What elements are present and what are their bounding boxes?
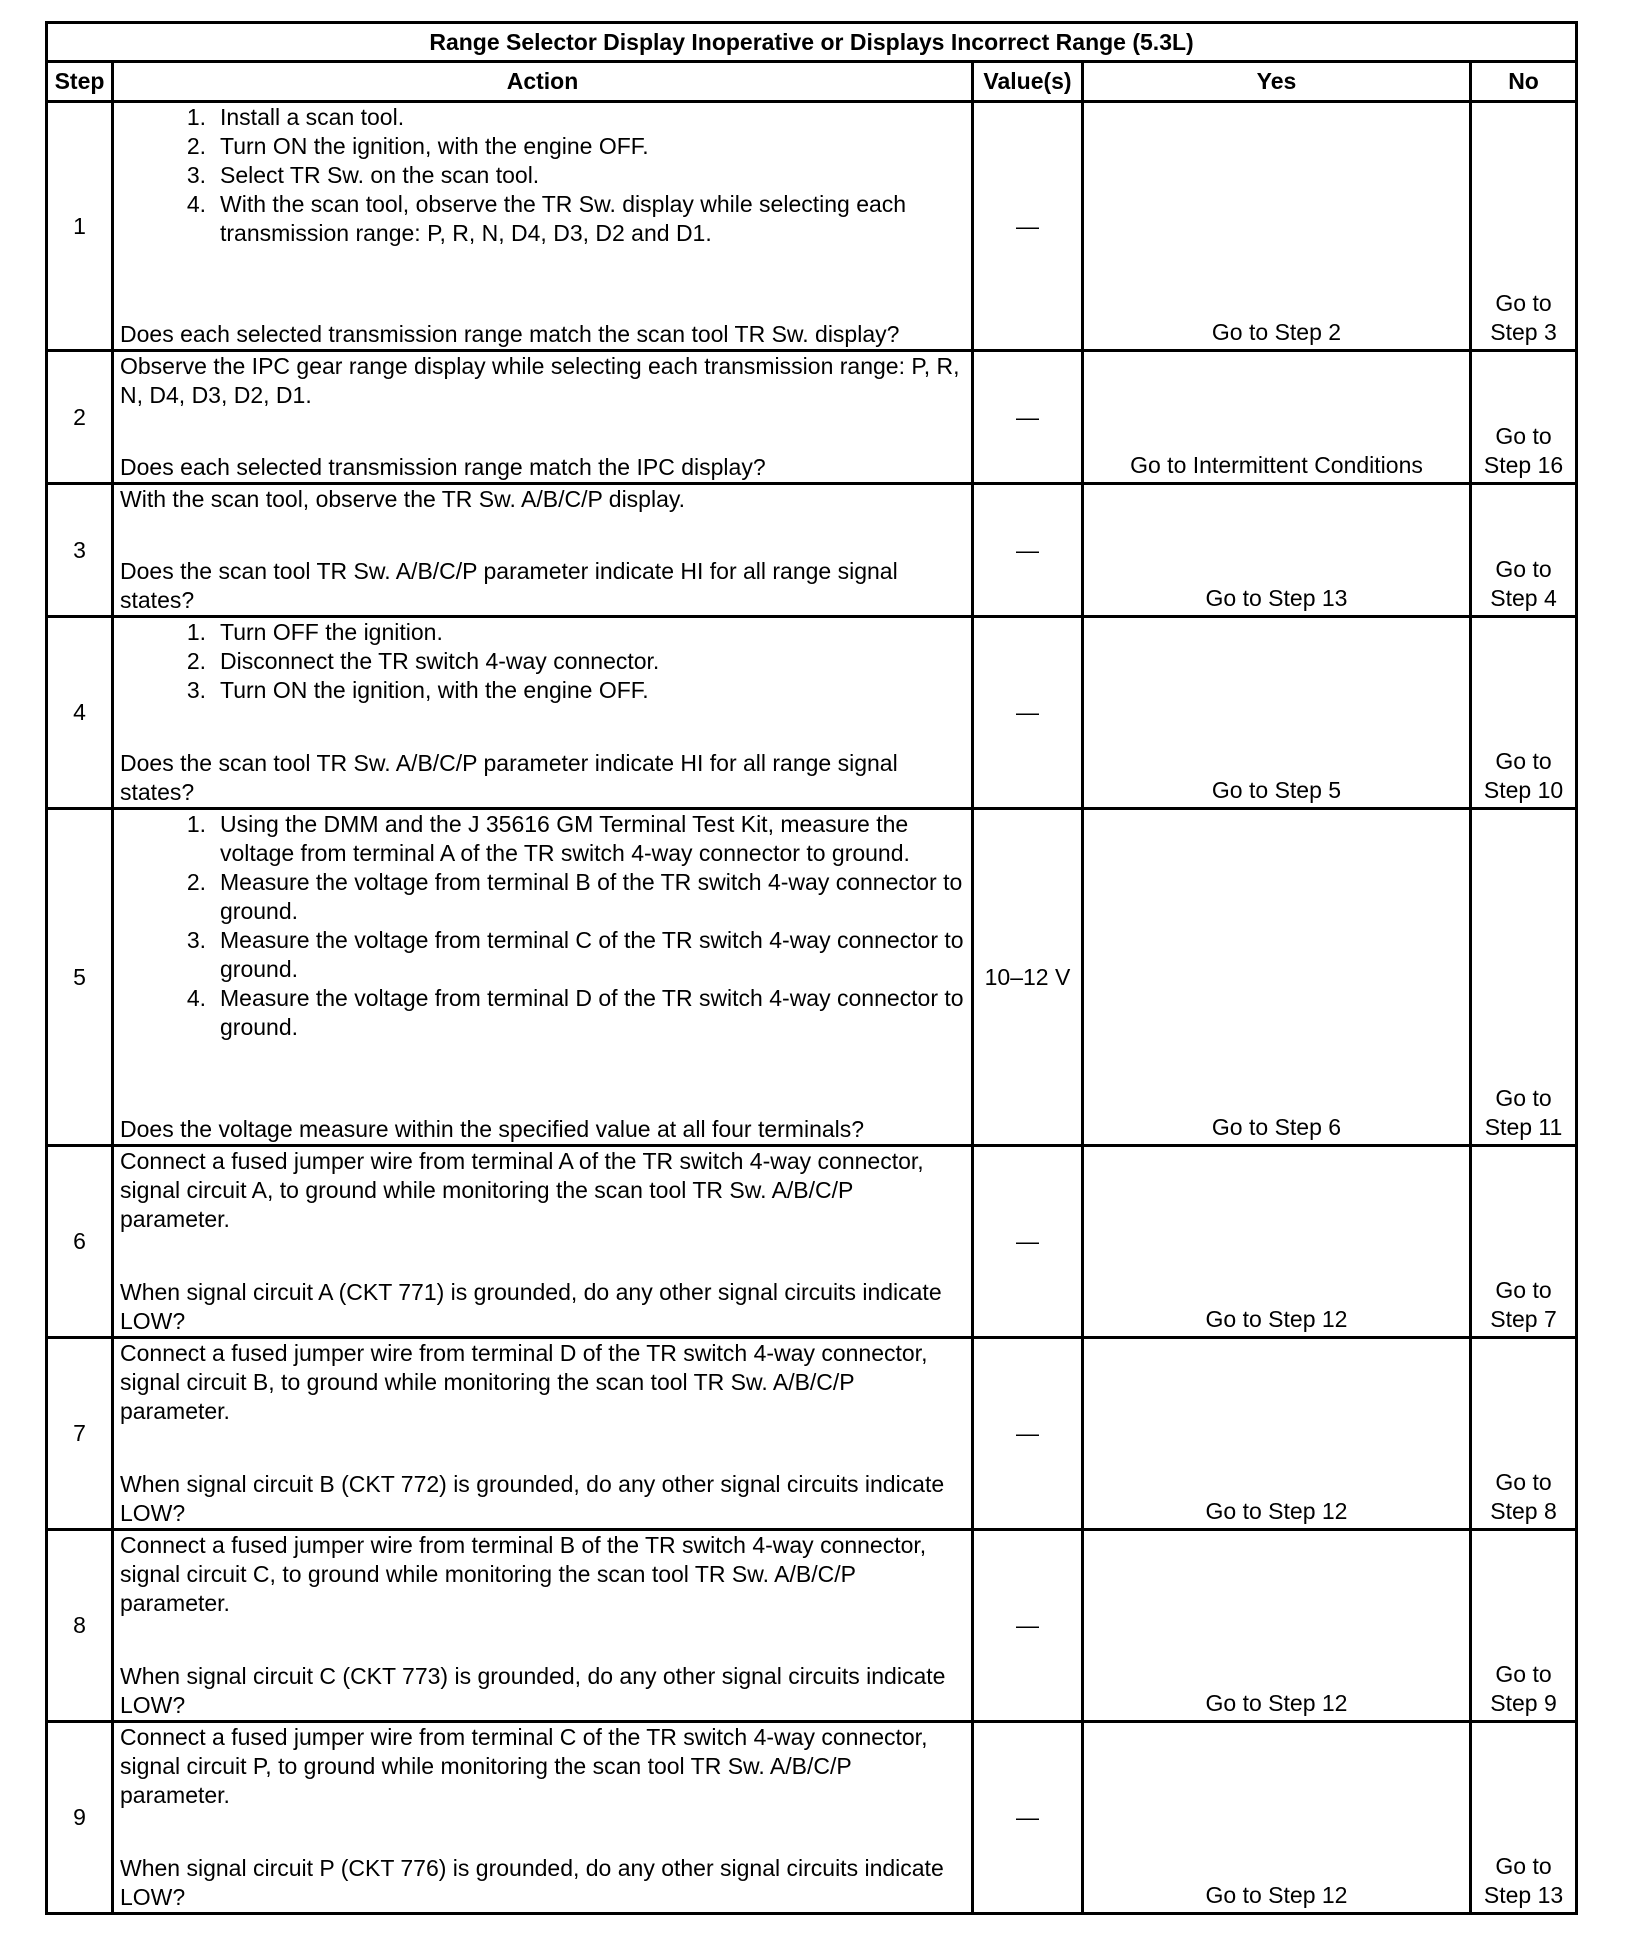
table-title-row xyxy=(47,23,1577,62)
table-row xyxy=(47,1530,1577,1722)
action-steps xyxy=(120,810,965,1042)
action-step-item: 3. Select TR Sw. on the scan tool. xyxy=(186,162,540,188)
yes-cell: Go to Step 5 xyxy=(1083,617,1471,809)
action-text: Connect a fused jumper wire from terminal C of the TR switch 4-way connector, signal circuit P, to ground while monitoring the scan tool TR Sw. A/B/C/P parameter. xyxy=(120,1724,928,1808)
step-number: 8 xyxy=(47,1530,113,1722)
no-cell: Go to Step 3 xyxy=(1471,102,1577,351)
no-cell: Go to Step 13 xyxy=(1471,1722,1577,1914)
table-row xyxy=(47,809,1577,1146)
action-text: Observe the IPC gear range display while selecting each transmission range: P, R, N, D4, D3, D2, D1. xyxy=(120,353,960,408)
table-row xyxy=(47,1146,1577,1338)
yes-cell: Go to Step 12 xyxy=(1083,1146,1471,1338)
action-step-item: 3. Measure the voltage from terminal C of the TR switch 4-way connector to ground. xyxy=(186,927,964,982)
action-step-item: 2. Measure the voltage from terminal B of the TR switch 4-way connector to ground. xyxy=(186,869,963,924)
action-cell xyxy=(113,351,973,484)
action-cell xyxy=(113,102,973,351)
yes-cell: Go to Step 12 xyxy=(1083,1338,1471,1530)
table-row xyxy=(47,351,1577,484)
header-no: No xyxy=(1471,62,1577,102)
step-number: 3 xyxy=(47,484,113,617)
yes-cell: Go to Step 6 xyxy=(1083,809,1471,1146)
value-cell: — xyxy=(973,1146,1083,1338)
table-row xyxy=(47,617,1577,809)
diagnostic-table xyxy=(45,21,1578,1915)
value-cell: — xyxy=(973,1530,1083,1722)
yes-cell: Go to Step 2 xyxy=(1083,102,1471,351)
action-question: When signal circuit B (CKT 772) is grounded, do any other signal circuits indicate LOW? xyxy=(120,1471,945,1526)
action-question: When signal circuit A (CKT 771) is grounded, do any other signal circuits indicate LOW? xyxy=(120,1279,942,1334)
value-cell: — xyxy=(973,484,1083,617)
value-cell: — xyxy=(973,617,1083,809)
step-number: 6 xyxy=(47,1146,113,1338)
action-cell xyxy=(113,1530,973,1722)
action-text: Connect a fused jumper wire from terminal D of the TR switch 4-way connector, signal circuit B, to ground while monitoring the scan tool TR Sw. A/B/C/P parameter. xyxy=(120,1340,928,1424)
no-cell: Go to Step 9 xyxy=(1471,1530,1577,1722)
value-cell: — xyxy=(973,1722,1083,1914)
action-cell xyxy=(113,809,973,1146)
header-step: Step xyxy=(47,62,113,102)
action-question: Does the scan tool TR Sw. A/B/C/P parameter indicate HI for all range signal states? xyxy=(120,558,898,613)
no-cell: Go to Step 11 xyxy=(1471,809,1577,1146)
value-cell: — xyxy=(973,351,1083,484)
action-cell xyxy=(113,617,973,809)
step-number: 5 xyxy=(47,809,113,1146)
action-step-item: 3. Turn ON the ignition, with the engine OFF. xyxy=(186,677,649,703)
action-text: Connect a fused jumper wire from terminal A of the TR switch 4-way connector, signal circuit A, to ground while monitoring the scan tool TR Sw. A/B/C/P parameter. xyxy=(120,1148,924,1232)
action-question: Does each selected transmission range match the IPC display? xyxy=(120,454,766,480)
step-number: 2 xyxy=(47,351,113,484)
action-step-item: 1. Install a scan tool. xyxy=(186,104,405,130)
yes-cell: Go to Step 13 xyxy=(1083,484,1471,617)
step-number: 4 xyxy=(47,617,113,809)
action-step-item: 1. Using the DMM and the J 35616 GM Terminal Test Kit, measure the voltage from terminal A of the TR switch 4-way connector to ground. xyxy=(186,811,910,866)
action-question: Does the voltage measure within the specified value at all four terminals? xyxy=(120,1116,865,1142)
table-title: Range Selector Display Inoperative or Displays Incorrect Range (5.3L) xyxy=(47,23,1577,62)
table-header-row xyxy=(47,62,1577,102)
no-cell: Go to Step 7 xyxy=(1471,1146,1577,1338)
value-cell: 10–12 V xyxy=(973,809,1083,1146)
action-text: Connect a fused jumper wire from terminal B of the TR switch 4-way connector, signal circuit C, to ground while monitoring the scan tool TR Sw. A/B/C/P parameter. xyxy=(120,1532,927,1616)
value-cell: — xyxy=(973,1338,1083,1530)
action-question: Does each selected transmission range match the scan tool TR Sw. display? xyxy=(120,321,900,347)
table-row xyxy=(47,484,1577,617)
yes-cell: Go to Intermittent Conditions xyxy=(1083,351,1471,484)
action-step-item: 4. Measure the voltage from terminal D of the TR switch 4-way connector to ground. xyxy=(186,985,964,1040)
action-step-item: 1. Turn OFF the ignition. xyxy=(186,619,443,645)
action-step-item: 4. With the scan tool, observe the TR Sw. display while selecting each transmission range: P, R, N, D4, D3, D2 and D1. xyxy=(186,191,907,246)
header-yes: Yes xyxy=(1083,62,1471,102)
action-step-item: 2. Disconnect the TR switch 4-way connector. xyxy=(186,648,660,674)
action-question: When signal circuit C (CKT 773) is grounded, do any other signal circuits indicate LOW? xyxy=(120,1663,946,1718)
action-steps xyxy=(120,618,965,705)
no-cell: Go to Step 16 xyxy=(1471,351,1577,484)
diagnostic-table-container xyxy=(45,21,1575,1915)
no-cell: Go to Step 10 xyxy=(1471,617,1577,809)
step-number: 7 xyxy=(47,1338,113,1530)
header-values: Value(s) xyxy=(973,62,1083,102)
yes-cell: Go to Step 12 xyxy=(1083,1530,1471,1722)
header-action: Action xyxy=(113,62,973,102)
step-number: 9 xyxy=(47,1722,113,1914)
no-cell: Go to Step 8 xyxy=(1471,1338,1577,1530)
action-cell xyxy=(113,1722,973,1914)
action-cell xyxy=(113,484,973,617)
table-row xyxy=(47,102,1577,351)
action-cell xyxy=(113,1338,973,1530)
action-cell xyxy=(113,1146,973,1338)
action-question: When signal circuit P (CKT 776) is grounded, do any other signal circuits indicate LOW? xyxy=(120,1855,944,1910)
action-text: With the scan tool, observe the TR Sw. A/B/C/P display. xyxy=(120,486,686,512)
table-row xyxy=(47,1338,1577,1530)
action-question: Does the scan tool TR Sw. A/B/C/P parameter indicate HI for all range signal states? xyxy=(120,750,898,805)
action-steps xyxy=(120,103,965,248)
table-row xyxy=(47,1722,1577,1914)
yes-cell: Go to Step 12 xyxy=(1083,1722,1471,1914)
value-cell: — xyxy=(973,102,1083,351)
action-step-item: 2. Turn ON the ignition, with the engine OFF. xyxy=(186,133,649,159)
no-cell: Go to Step 4 xyxy=(1471,484,1577,617)
step-number: 1 xyxy=(47,102,113,351)
